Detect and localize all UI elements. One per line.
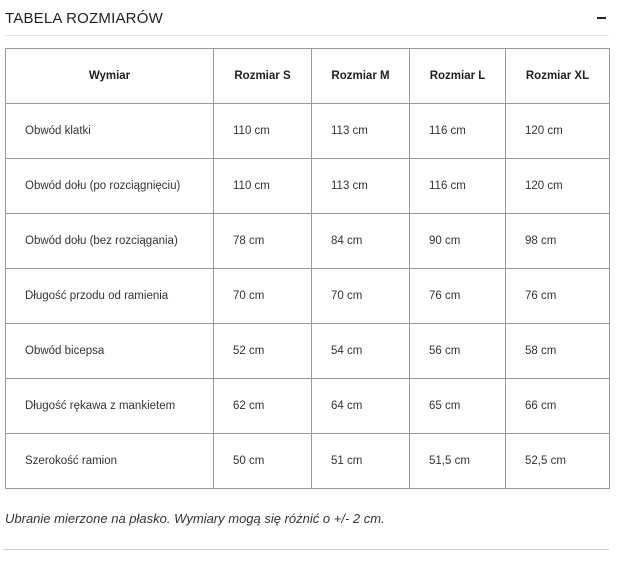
table-row [6,104,610,159]
measure-name: Długość przodu od ramienia [6,269,214,324]
size-value: 58 cm [506,324,610,379]
measure-name: Obwód dołu (po rozciągnięciu) [6,159,214,214]
divider [4,549,609,550]
size-value: 90 cm [410,214,506,269]
size-value: 51,5 cm [410,434,506,489]
table-row [6,214,610,269]
size-value: 116 cm [410,159,506,214]
size-value: 76 cm [410,269,506,324]
size-value: 120 cm [506,159,610,214]
size-value: 110 cm [214,159,312,214]
minus-icon[interactable] [591,8,611,28]
table-row [6,269,610,324]
column-header-measure: Wymiar [6,49,214,104]
size-value: 62 cm [214,379,312,434]
size-value: 52,5 cm [506,434,610,489]
table-header-row [6,49,610,104]
size-value: 78 cm [214,214,312,269]
section-title: TABELA ROZMIARÓW [5,9,163,27]
size-value: 98 cm [506,214,610,269]
size-table [5,48,610,489]
measure-name: Obwód klatki [6,104,214,159]
measure-name: Szerokość ramion [6,434,214,489]
size-value: 110 cm [214,104,312,159]
size-value: 70 cm [214,269,312,324]
column-header-size-m: Rozmiar M [312,49,410,104]
size-value: 84 cm [312,214,410,269]
size-value: 120 cm [506,104,610,159]
size-value: 70 cm [312,269,410,324]
table-row [6,434,610,489]
size-value: 113 cm [312,159,410,214]
size-value: 54 cm [312,324,410,379]
size-value: 51 cm [312,434,410,489]
size-table-header[interactable] [5,0,611,36]
size-value: 64 cm [312,379,410,434]
divider [4,35,609,36]
size-value: 116 cm [410,104,506,159]
measure-name: Długość rękawa z mankietem [6,379,214,434]
column-header-size-s: Rozmiar S [214,49,312,104]
table-row [6,324,610,379]
size-value: 65 cm [410,379,506,434]
table-row [6,159,610,214]
measure-name: Obwód dołu (bez rozciągania) [6,214,214,269]
measurement-note: Ubranie mierzone na płasko. Wymiary mogą się różnić o +/- 2 cm. [5,511,385,526]
size-value: 52 cm [214,324,312,379]
column-header-size-l: Rozmiar L [410,49,506,104]
size-value: 76 cm [506,269,610,324]
table-row [6,379,610,434]
column-header-size-xl: Rozmiar XL [506,49,610,104]
size-value: 113 cm [312,104,410,159]
size-value: 50 cm [214,434,312,489]
size-value: 66 cm [506,379,610,434]
measure-name: Obwód bicepsa [6,324,214,379]
size-value: 56 cm [410,324,506,379]
